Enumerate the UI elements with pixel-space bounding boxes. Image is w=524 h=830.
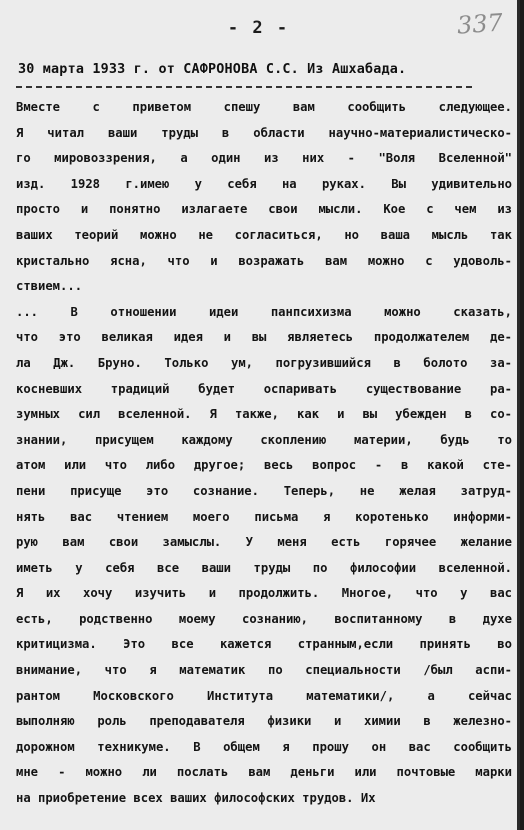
text-line: что это великая идея и вы являетесь продолжателем де- [16, 330, 512, 345]
text-line: ла Дж. Бруно. Только ум, погрузившийся в болото за- [16, 355, 512, 370]
letter-header: 30 марта 1933 г. от САФРОНОВА С.С. Из Ашхабада. [18, 62, 407, 77]
text-line: ваших теорий можно не согласиться, но ваша мысль так [16, 227, 512, 242]
archive-number: 337 [456, 8, 504, 40]
text-line: просто и понятно излагаете свои мысли. Кое с чем из [16, 202, 512, 217]
text-line: рантом Московского Института математики/, а сейчас [16, 688, 512, 703]
text-line: пени присуще это сознание. Теперь, не желая затруд- [16, 483, 512, 498]
text-line: изд. 1928 г.имею у себя на руках. Вы удивительно [16, 176, 512, 191]
text-line: внимание, что я математик по специальности /был аспи- [16, 663, 512, 678]
text-line: зумных сил вселенной. Я также, как и вы убежден в со- [16, 407, 512, 422]
text-line: косневших традиций будет оспаривать существование ра- [16, 381, 512, 396]
text-line: Вместе с приветом спешу вам сообщить следующее. [16, 100, 512, 114]
text-line: на приобретение всех ваших философских трудов. Их [16, 791, 376, 806]
text-line: нять вас чтением моего письма я коротенько информи- [16, 509, 512, 524]
text-line: выполняю роль преподавателя физики и химии в железно- [16, 714, 512, 729]
text-line: знании, присущем каждому скоплению материи, будь то [16, 432, 512, 447]
text-line: Я читал ваши труды в области научно-материалистическо- [16, 125, 512, 140]
text-line: атом или что либо другое; весь вопрос - в какой сте- [16, 458, 512, 473]
text-line: иметь у себя все ваши труды по философии вселенной. [16, 560, 512, 575]
text-line: дорожном техникуме. В общем я прошу он вас сообщить [16, 739, 512, 754]
text-line: ствием... [16, 279, 83, 294]
text-line: мне - можно ли послать вам деньги или почтовые марки [16, 765, 512, 780]
text-line: рую вам свои замыслы. У меня есть горячее желание [16, 535, 512, 550]
letter-body [16, 95, 512, 812]
text-line: го мировоззрения, а один из них - "Воля Вселенной" [16, 151, 512, 166]
text-line: ... В отношении идеи панпсихизма можно сказать, [16, 304, 512, 319]
text-line: Я их хочу изучить и продолжить. Многое, что у вас [16, 586, 512, 601]
text-line: есть, родственно моему сознанию, воспитанному в духе [16, 611, 512, 626]
page-number: - 2 - [227, 18, 290, 38]
header-underline [16, 86, 472, 88]
text-line: кристально ясна, что и возражать вам можно с удоволь- [16, 253, 512, 268]
text-line: критицизма. Это все кажется странным,если принять во [16, 637, 512, 652]
